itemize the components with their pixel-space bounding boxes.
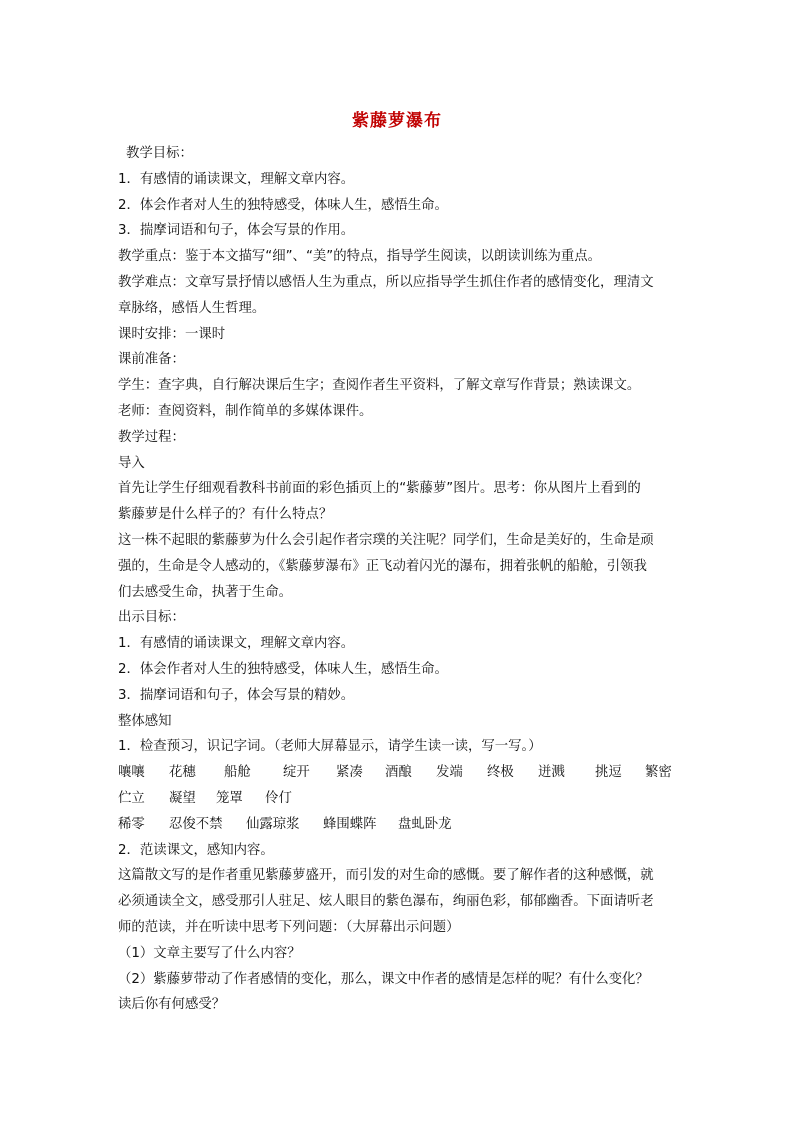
vocab-word: 忍俊不禁 <box>169 816 223 832</box>
paragraph-line: 1．有感情的诵读课文，理解文章内容。 <box>118 171 355 187</box>
vocab-word: 仙露琼浆 <box>246 816 300 832</box>
vocab-word: 船舱 <box>224 765 251 781</box>
vocab-word: 伶仃 <box>265 790 292 806</box>
paragraph-line: 3．揣摩词语和句子，体会写景的精妙。 <box>118 687 355 703</box>
vocab-word: 笼罩 <box>216 790 243 806</box>
vocab-word: 终极 <box>487 765 514 781</box>
paragraph-line: 老师：查阅资料，制作简单的多媒体课件。 <box>118 403 373 419</box>
vocab-word: 蜂围蝶阵 <box>323 816 377 832</box>
vocab-word: 凝望 <box>169 790 196 806</box>
paragraph-line: （1）文章主要写了什么内容？ <box>118 945 301 961</box>
vocab-word: 酒酿 <box>385 765 412 781</box>
paragraph-line: 学生：查字典，自行解决课后生字；查阅作者生平资料，了解文章写作背景；熟读课文。 <box>118 378 641 394</box>
vocab-row <box>118 760 678 786</box>
vocab-row <box>118 812 678 838</box>
section-heading: 导入 <box>118 455 145 471</box>
vocab-word: 紧凑 <box>336 765 363 781</box>
paragraph-line: 2．范读课文，感知内容。 <box>118 842 274 858</box>
paragraph-line: 教学目标： <box>126 146 193 161</box>
vocab-word: 稀零 <box>118 816 145 832</box>
paragraph-line: 这一株不起眼的紫藤萝为什么会引起作者宗璞的关注呢？同学们，生命是美好的，生命是顽 <box>118 532 654 548</box>
paragraph-line: 2．体会作者对人生的独特感受，体味人生，感悟生命。 <box>118 661 448 677</box>
vocab-word: 挑逗 <box>595 765 622 781</box>
paragraph-line: 教学难点：文章写景抒情以感悟人生为重点，所以应指导学生抓住作者的感情变化，理清文 <box>118 274 654 290</box>
paragraph-line: 1．有感情的诵读课文，理解文章内容。 <box>118 636 355 652</box>
paragraph-line: 章脉络，感悟人生哲理。 <box>118 300 266 316</box>
paragraph-line: 3．揣摩词语和句子，体会写景的作用。 <box>118 223 355 239</box>
vocab-word: 发端 <box>436 765 463 781</box>
vocab-row <box>118 786 678 812</box>
vocab-word: 繁密 <box>645 765 672 781</box>
vocab-word: 花穗 <box>169 765 196 781</box>
paragraph-line: 这篇散文写的是作者重见紫藤萝盛开，而引发的对生命的感慨。要了解作者的这种感慨，就 <box>118 868 654 884</box>
page-title: 紫藤萝瀑布 <box>352 111 442 131</box>
paragraph-line: 读后你有何感受？ <box>118 997 226 1013</box>
paragraph-line: 1．检查预习，识记字词。（老师大屏幕显示，请学生读一读，写一写。） <box>118 739 542 755</box>
paragraph-line: 教学过程： <box>118 429 185 445</box>
paragraph-line: 强的，生命是令人感动的，《紫藤萝瀑布》正飞动着闪光的瀑布，拥着张帆的船舱，引领我 <box>118 558 647 574</box>
paragraph-line: 必须通读全文，感受那引人驻足、炫人眼目的紫色瀑布，绚丽色彩，郁郁幽香。下面请听老 <box>118 894 654 910</box>
document-body <box>118 141 678 1018</box>
paragraph-line: 首先让学生仔细观看教科书前面的彩色插页上的“紫藤萝”图片。思考：你从图片上看到的 <box>118 481 641 497</box>
vocab-word: 盘虬卧龙 <box>398 816 452 832</box>
vocab-word: 嚷嚷 <box>118 765 145 781</box>
paragraph-line: （2）紫藤萝带动了作者感情的变化，那么，课文中作者的感情是怎样的呢？有什么变化？ <box>118 971 649 987</box>
paragraph-line: 紫藤萝是什么样子的？有什么特点？ <box>118 507 333 523</box>
paragraph-line: 们去感受生命，执著于生命。 <box>118 584 293 600</box>
paragraph-line: 2．体会作者对人生的独特感受，体味人生，感悟生命。 <box>118 197 448 213</box>
vocab-word: 迸溅 <box>538 765 565 781</box>
section-heading: 整体感知 <box>118 713 172 729</box>
paragraph-line: 课时安排：一课时 <box>118 326 226 342</box>
paragraph-line: 课前准备： <box>118 352 185 368</box>
vocab-word: 绽开 <box>283 765 310 781</box>
paragraph-line: 出示目标： <box>118 610 185 626</box>
vocab-word: 伫立 <box>118 790 145 806</box>
paragraph-line: 教学重点：鉴于本文描写“细”、“美”的特点，指导学生阅读，以朗读训练为重点。 <box>118 249 602 265</box>
paragraph-line: 师的范读，并在听读中思考下列问题：（大屏幕出示问题） <box>118 919 460 935</box>
